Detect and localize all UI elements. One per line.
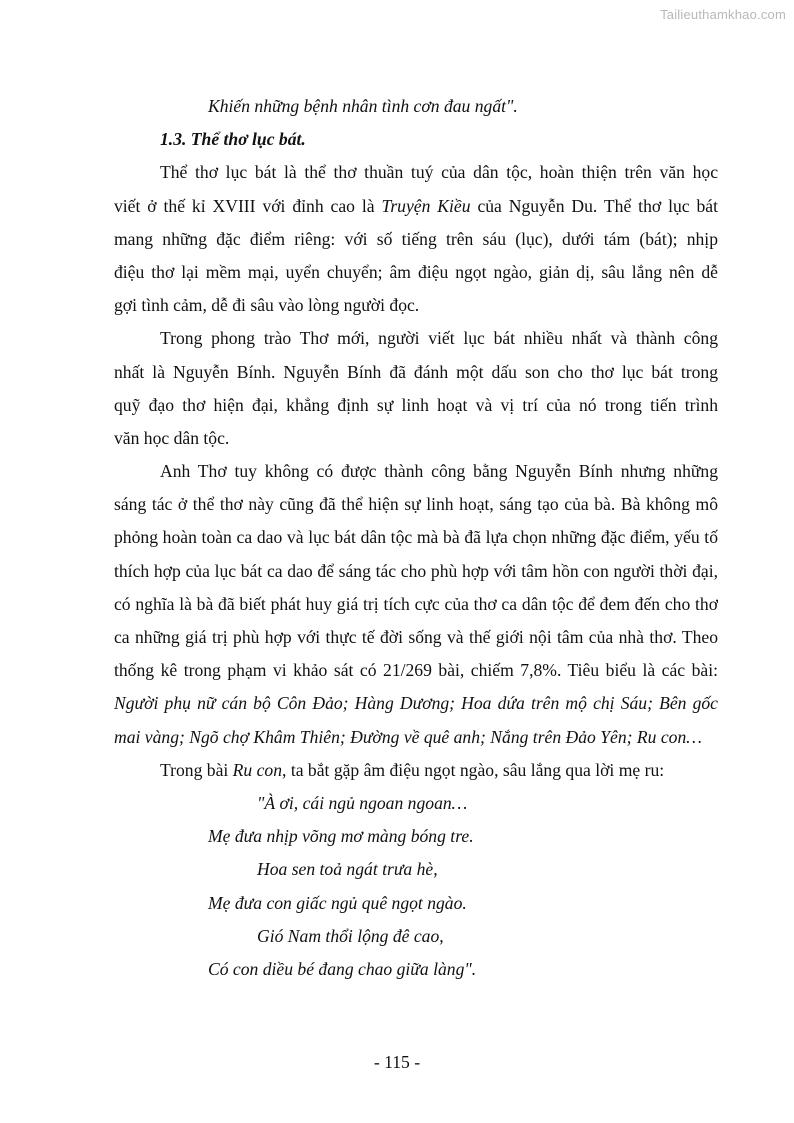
- watermark: Tailieuthamkhao.com: [660, 7, 786, 22]
- paragraph-2: [114, 322, 718, 455]
- document-body: [114, 90, 718, 986]
- paragraph-line: văn học dân tộc.: [114, 427, 230, 448]
- paragraph-line: có nghĩa là bà đã biết phát huy giá trị tích cực của thơ ca dân tộc để đem đến cho thơ: [114, 593, 718, 614]
- page-number: - 115 -: [373, 1052, 421, 1072]
- text-run: Trong bài: [160, 759, 233, 780]
- paragraph-line: [114, 190, 718, 223]
- paragraph-3: [114, 455, 718, 754]
- paragraph-line: phỏng hoàn toàn ca dao và lục bát dân tộc mà bà đã lựa chọn những đặc điểm, yếu tố: [114, 527, 718, 548]
- paragraph-line: điệu thơ lại mềm mại, uyển chuyển; âm điệu ngọt ngào, giản dị, sâu lắng nên dễ: [114, 261, 718, 282]
- paragraph-line: gợi tình cảm, dễ đi sâu vào lòng người đọc.: [114, 295, 420, 316]
- paragraph-line: thống kê trong phạm vi khảo sát có 21/269 bài, chiếm 7,8%. Tiêu biểu là các bài:: [114, 660, 718, 681]
- poem-line: "À ơi, cái ngủ ngoan ngoan…: [257, 792, 468, 813]
- poem-line: Có con diều bé đang chao giữa làng".: [208, 958, 477, 979]
- paragraph-line: mang những đặc điểm riêng: với số tiếng trên sáu (lục), dưới tám (bát); nhịp: [114, 228, 718, 249]
- poem-line: Mẹ đưa con giấc ngủ quê ngọt ngào.: [208, 892, 467, 913]
- poem-titles-line: Người phụ nữ cán bộ Côn Đảo; Hàng Dương; Hoa dứa trên mộ chị Sáu; Bên gốc: [114, 693, 718, 714]
- text-run: viết ở thế kỉ XVIII với đỉnh cao là: [114, 195, 382, 216]
- poem-block: [114, 787, 718, 986]
- paragraph-line: quỹ đạo thơ hiện đại, khẳng định sự linh hoạt và vị trí của nó trong tiến trình: [114, 394, 718, 415]
- work-title: Truyện Kiều: [381, 195, 471, 216]
- paragraph-line: sáng tác ở thể thơ này cũng đã thể hiện sự linh hoạt, sáng tạo của bà. Bà không mô: [114, 494, 718, 515]
- poem-line: Mẹ đưa nhịp võng mơ màng bóng tre.: [208, 826, 474, 847]
- paragraph-1: [114, 156, 718, 322]
- text-run: , ta bắt gặp âm điệu ngọt ngào, sâu lắng qua lời mẹ ru:: [282, 759, 665, 780]
- paragraph-4: [114, 754, 718, 787]
- work-title: Ru con: [232, 759, 283, 780]
- paragraph-line: ca những giá trị phù hợp với thực tế đời sống và thế giới nội tâm của nhà thơ. Theo: [114, 627, 718, 647]
- text-run: của Nguyễn Du. Thể thơ lục bát: [470, 195, 718, 216]
- paragraph-line: thích hợp của lục bát ca dao để sáng tác cho phù hợp với tâm hồn con người thời đại,: [114, 560, 718, 581]
- poem-titles-line: mai vàng; Ngõ chợ Khâm Thiên; Đường về quê anh; Nắng trên Đảo Yên; Ru con…: [114, 726, 702, 747]
- paragraph-line: Anh Thơ tuy không có được thành công bằng Nguyễn Bính nhưng những: [160, 461, 718, 482]
- paragraph-line: nhất là Nguyễn Bính. Nguyễn Bính đã đánh một dấu son cho thơ lục bát trong: [114, 361, 718, 382]
- paragraph-line: Thể thơ lục bát là thể thơ thuần tuý của dân tộc, hoàn thiện trên văn học: [160, 162, 718, 183]
- section-heading: 1.3. Thể thơ lục bát.: [160, 129, 306, 150]
- poem-line: Hoa sen toả ngát trưa hè,: [257, 859, 438, 880]
- paragraph-line: Trong phong trào Thơ mới, người viết lục bát nhiều nhất và thành công: [160, 328, 718, 349]
- poem-line: Gió Nam thổi lộng đê cao,: [257, 925, 444, 946]
- quote-tail-line: Khiến những bệnh nhân tình cơn đau ngất".: [208, 96, 518, 116]
